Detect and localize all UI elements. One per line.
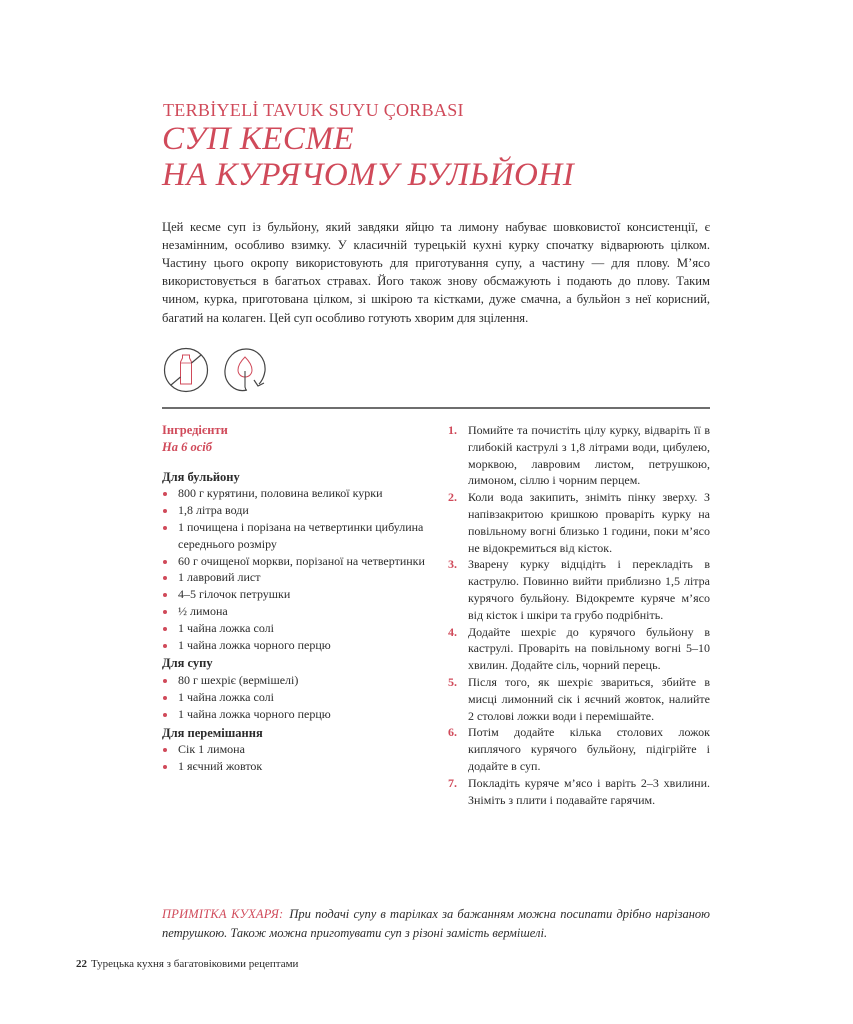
recipe-icons <box>163 347 271 393</box>
step-text: Помийте та почистіть цілу курку, відваріть її в глибокій каструлі з 1,8 літрами води, цибулею, морквою, лавровим листом, петрушкою, лимоном, сіллю і чорним перцем. <box>468 423 710 488</box>
ingredient-item: 1 чайна ложка солі <box>162 620 432 637</box>
ingredient-list <box>162 485 432 653</box>
ingredient-item: 1 почищена і порізана на четвертинки цибулина середнього розміру <box>162 519 432 553</box>
step-text: Коли вода закипить, зніміть пінку зверху. З напівзакритою кришкою проваріть курку на повільному вогні близько 1 години, поки м’ясо не відокремиться від кісток. <box>468 490 710 555</box>
step-number: 2. <box>448 490 457 505</box>
ingredient-item: 1 чайна ложка чорного перцю <box>162 706 432 723</box>
step-number: 6. <box>448 725 457 740</box>
no-dairy-icon <box>163 347 209 393</box>
ingredient-group-title: Для супу <box>162 656 213 671</box>
ingredient-list <box>162 741 432 775</box>
ingredient-group <box>162 655 432 722</box>
ingredient-item: 1,8 літра води <box>162 502 432 519</box>
servings: На 6 осіб <box>162 439 212 454</box>
ingredient-item: 80 г шехріє (вермішелі) <box>162 672 432 689</box>
step-text: Додайте шехріє до курячого бульйону в каструлі. Проваріть на повільному вогні 5–10 хвилин. Додайте сіль, чорний перець. <box>468 624 710 673</box>
step-number: 4. <box>448 624 457 639</box>
chef-note-text: При подачі супу в тарілках за бажанням можна посипати дрібно нарізаною петрушкою. Також можна приготувати суп з різоні замість вермішелі. <box>162 906 710 940</box>
recipe-title-line-2: НА КУРЯЧОМУ БУЛЬЙОНІ <box>162 157 575 193</box>
step-text: Покладіть куряче м’ясо і варіть 2–3 хвилини. Зніміть з плити і подавайте гарячим. <box>468 775 710 807</box>
step-item <box>448 556 710 623</box>
step-number: 1. <box>448 423 457 437</box>
step-text: Потім додайте кілька столових ложок киплячого курячого бульйону, підігрійте і додайте в суп. <box>468 725 710 773</box>
ingredient-item: 1 чайна ложка чорного перцю <box>162 637 432 654</box>
section-divider <box>162 407 710 409</box>
recipe-subtitle-turkish: TERBİYELİ TAVUK SUYU ÇORBASI <box>163 100 464 120</box>
step-text: Після того, як шехріє звариться, збийте в мисці лимонний сік і яєчний жовток, налийте 2 столові ложки води і перемішайте. <box>468 674 710 723</box>
step-item <box>448 775 710 809</box>
ingredient-item: 4–5 гілочок петрушки <box>162 586 432 603</box>
step-item <box>448 674 710 724</box>
step-number: 3. <box>448 557 457 572</box>
book-title: Турецька кухня з багатовіковими рецептами <box>91 958 299 970</box>
ingredient-group <box>162 469 432 654</box>
page-footer <box>76 958 298 970</box>
ingredient-item: 1 чайна ложка солі <box>162 689 432 706</box>
ingredient-group-title: Для бульйону <box>162 469 240 484</box>
ingredient-item: 800 г курятини, половина великої курки <box>162 485 432 502</box>
step-text: Зварену курку відцідіть і перекладіть в каструлю. Повинно вийти приблизно 1,5 літра курячого бульйону. Відокремте куряче м’ясо від кісток і шкіри та грубо подрібніть. <box>468 557 710 622</box>
method-section <box>448 422 710 808</box>
ingredient-item: ½ лимона <box>162 603 432 620</box>
ingredient-item: 1 лавровий лист <box>162 569 432 586</box>
ingredients-title: Інгредієнти <box>162 423 228 437</box>
recipe-title <box>162 121 574 193</box>
ingredient-item: Сік 1 лимона <box>162 741 432 758</box>
ingredient-item: 1 яєчний жовток <box>162 758 432 775</box>
ingredient-group-title: Для перемішання <box>162 725 263 740</box>
ingredient-group <box>162 725 432 775</box>
step-item <box>448 422 710 489</box>
step-item <box>448 724 710 774</box>
ingredient-list <box>162 672 432 722</box>
recipe-intro: Цей кесме суп із бульйону, який завдяки яйцю та лимону набуває шовковистої консистенції, є незамінним, особливо взимку. У класичній турецькій кухні курку спочатку відварюють цілком. Частину цього окропу використовують для приготування супу, а частину — для плову. М’ясо використовується в багатьох стравах. Його також знову обсмажують і подають до плову. Таким чином, курка, приготована цілком, зі шкірою та кістками, дуже смачна, а бульйон з неї корисний, багатий на колаген. Цей суп особливо готують хворим для зцілення. <box>162 219 710 325</box>
page-number: 22 <box>76 958 87 970</box>
chef-note <box>162 905 710 943</box>
ingredients-section <box>162 422 432 775</box>
step-number: 5. <box>448 674 457 689</box>
chef-note-label: ПРИМІТКА КУХАРЯ: <box>162 906 284 921</box>
step-list <box>448 422 710 808</box>
step-item <box>448 489 710 556</box>
slow-cook-icon <box>221 347 271 393</box>
step-number: 7. <box>448 775 457 790</box>
step-item <box>448 624 710 674</box>
recipe-title-line-1: СУП КЕСМЕ <box>162 121 355 157</box>
ingredient-item: 60 г очищеної моркви, порізаної на четвертинки <box>162 553 432 570</box>
